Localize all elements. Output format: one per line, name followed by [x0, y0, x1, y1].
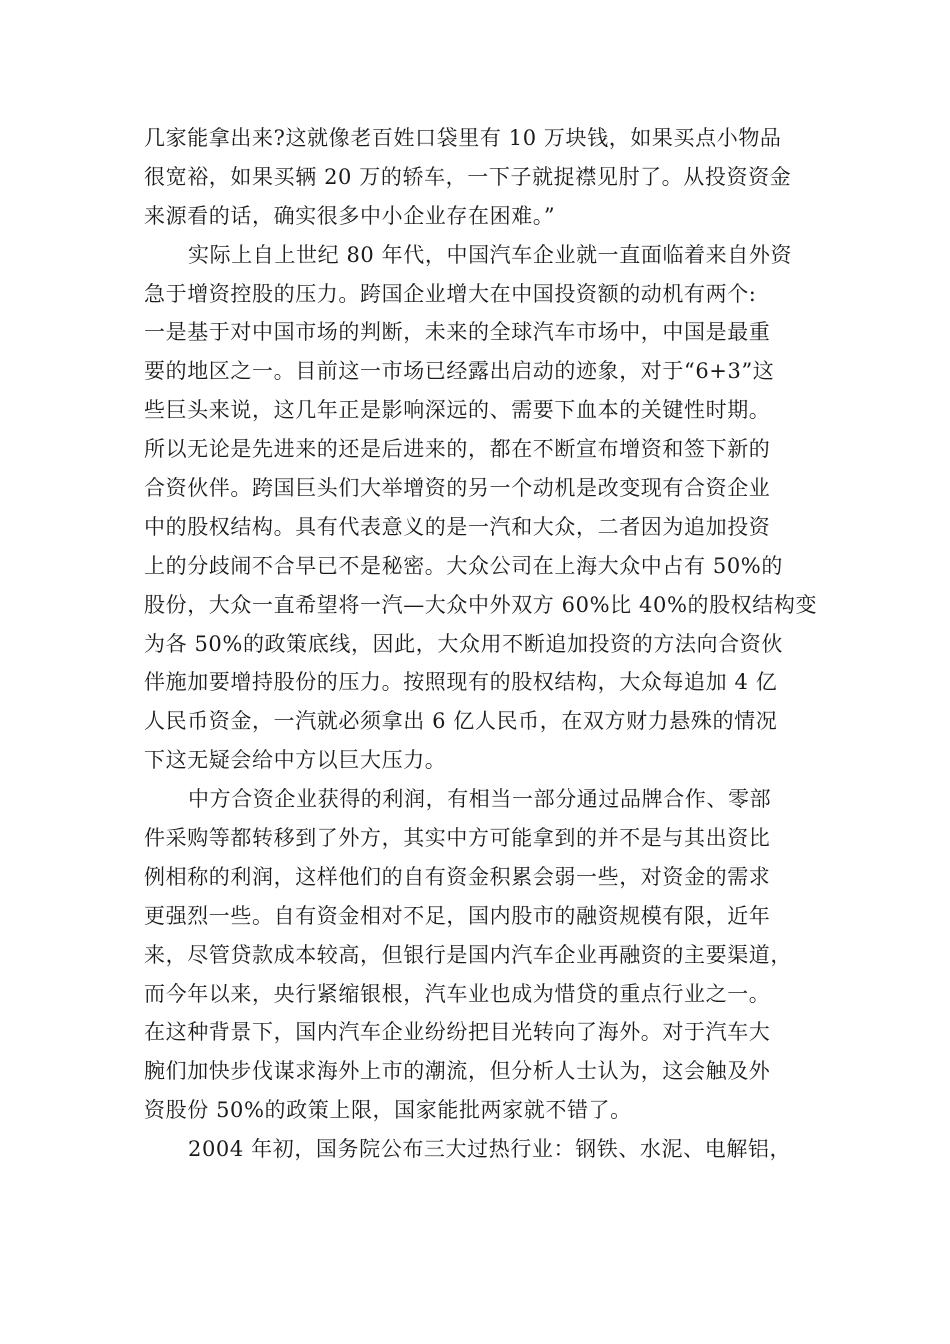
text-line: 实际上自上世纪 80 年代，中国汽车企业就一直面临着来自外资	[188, 242, 793, 267]
text-line: 股份，大众一直希望将一汽—大众中外双方 60%比 40%的股权结构变	[144, 592, 818, 617]
text-line: 为各 50%的政策底线，因此，大众用不断追加投资的方法向合资伙	[144, 631, 783, 656]
text-line: 来，尽管贷款成本较高，但银行是国内汽车企业再融资的主要渠道，	[144, 942, 792, 967]
text-line: 急于增资控股的压力。跨国企业增大在中国投资额的动机有两个:	[144, 281, 757, 306]
text-line: 所以无论是先进来的还是后进来的，都在不断宣布增资和签下新的	[144, 437, 771, 462]
text-line: 来源看的话，确实很多中小企业存在困难。”	[144, 203, 556, 228]
text-line: 腕们加快步伐谋求海外上市的潮流，但分析人士认为，这会触及外	[144, 1059, 771, 1084]
text-line: 中方合资企业获得的利润，有相当一部分通过品牌合作、零部	[188, 787, 772, 812]
text-line: 人民币资金，一汽就必须拿出 6 亿人民币，在双方财力悬殊的情况	[144, 709, 778, 734]
text-line: 而今年以来，央行紧缩银根，汽车业也成为惜贷的重点行业之一。	[144, 981, 771, 1006]
text-line: 要的地区之一。目前这一市场已经露出启动的迹象，对于“6+3”这	[144, 359, 775, 384]
text-line: 更强烈一些。自有资金相对不足，国内股市的融资规模有限，近年	[144, 903, 771, 928]
text-line: 上的分歧闹不合早已不是秘密。大众公司在上海大众中占有 50%的	[144, 553, 783, 578]
text-line: 很宽裕，如果买辆 20 万的轿车，一下子就捉襟见肘了。从投资资金	[144, 164, 792, 189]
text-line: 些巨头来说，这几年正是影响深远的、需要下血本的关键性时期。	[144, 398, 771, 423]
text-line: 中的股权结构。具有代表意义的是一汽和大众，二者因为追加投资	[144, 514, 771, 539]
text-line: 伴施加要增持股份的压力。按照现有的股权结构，大众每追加 4 亿	[144, 670, 778, 695]
text-line: 下这无疑会给中方以巨大压力。	[144, 748, 447, 773]
text-line: 在这种背景下，国内汽车企业纷纷把目光转向了海外。对于汽车大	[144, 1020, 771, 1045]
text-line: 2004 年初，国务院公布三大过热行业：钢铁、水泥、电解铝，	[188, 1137, 792, 1162]
body-text	[144, 119, 820, 1169]
text-line: 一是基于对中国市场的判断，未来的全球汽车市场中，中国是最重	[144, 320, 771, 345]
text-line: 例相称的利润，这样他们的自有资金积累会弱一些，对资金的需求	[144, 864, 771, 889]
text-line: 合资伙伴。跨国巨头们大举增资的另一个动机是改变现有合资企业	[144, 476, 771, 501]
text-line: 资股份 50%的政策上限，国家能批两家就不错了。	[144, 1098, 632, 1123]
text-line: 几家能拿出来?这就像老百姓口袋里有 10 万块钱，如果买点小物品	[144, 126, 782, 150]
text-line: 件采购等都转移到了外方，其实中方可能拿到的并不是与其出资比	[144, 826, 771, 851]
